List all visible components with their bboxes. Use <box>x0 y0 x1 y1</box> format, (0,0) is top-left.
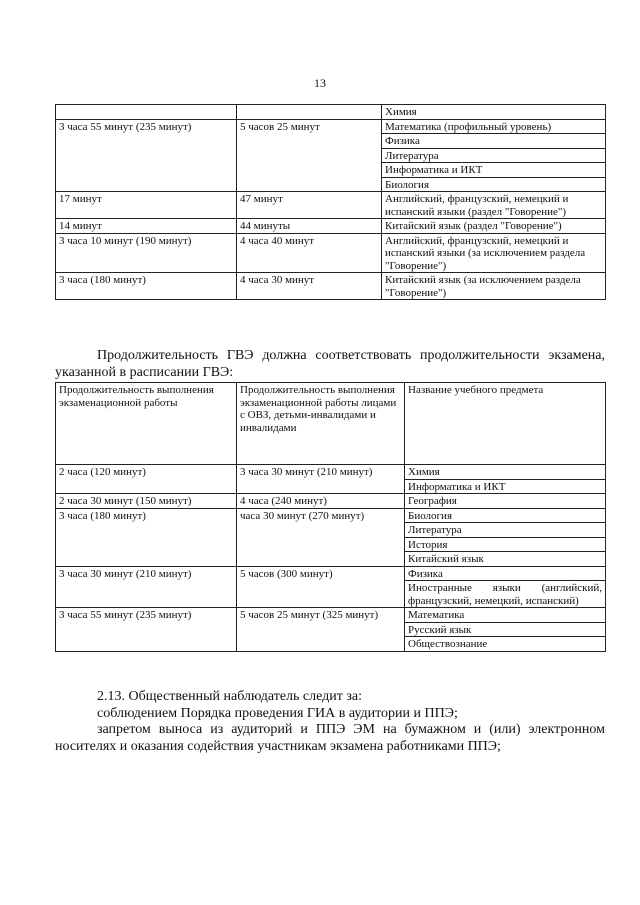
table-cell: 4 часа 30 минут <box>237 273 382 300</box>
subject-cell: Физика <box>405 566 606 581</box>
table-cell: 44 минуты <box>237 219 382 234</box>
table-row <box>56 192 606 219</box>
subject-cell: Информатика и ИКТ <box>405 479 606 494</box>
subject-cell: Английский, французский, немецкий и испанский языки (за исключением раздела "Говорение") <box>382 233 606 273</box>
table-cell: 5 часов 25 минут (325 минут) <box>237 608 405 652</box>
subject-cell: Информатика и ИКТ <box>382 163 606 178</box>
subject-cell: Иностранные языки (английский, французский, немецкий, испанский) <box>405 581 606 608</box>
table-cell: 5 часов 25 минут <box>237 119 382 192</box>
table-cell <box>237 105 382 120</box>
table-cell: 3 часа 30 минут (210 минут) <box>56 566 237 608</box>
table-row <box>56 465 606 480</box>
table-row <box>56 233 606 273</box>
table-row <box>56 508 606 523</box>
subject-cell: Химия <box>405 465 606 480</box>
column-header: Продолжительность выполнения экзаменационной работы <box>56 383 237 465</box>
table-row <box>56 273 606 300</box>
table-cell: 17 минут <box>56 192 237 219</box>
table-cell: 3 часа 30 минут (210 минут) <box>237 465 405 494</box>
subject-cell: Китайский язык <box>405 552 606 567</box>
section-heading: 2.13. Общественный наблюдатель следит за: <box>97 689 363 704</box>
table-cell: 14 минут <box>56 219 237 234</box>
column-header: Продолжительность выполнения экзаменационной работы лицами с ОВЗ, детьми-инвалидами и инвалидами <box>237 383 405 465</box>
duration-table-ege <box>55 104 606 300</box>
table-cell: 3 часа (180 минут) <box>56 273 237 300</box>
subject-cell: Английский, французский, немецкий и испанский языки (раздел "Говорение") <box>382 192 606 219</box>
subject-cell: География <box>405 494 606 509</box>
subject-cell: Обществознание <box>405 637 606 652</box>
subject-cell: Математика <box>405 608 606 623</box>
table-cell: 2 часа 30 минут (150 минут) <box>56 494 237 509</box>
subject-cell: Математика (профильный уровень) <box>382 119 606 134</box>
table-cell: часа 30 минут (270 минут) <box>237 508 405 566</box>
table-cell: 3 часа 55 минут (235 минут) <box>56 119 237 192</box>
table-cell: 5 часов (300 минут) <box>237 566 405 608</box>
subject-cell: Литература <box>382 148 606 163</box>
table-row <box>56 566 606 581</box>
table-cell: 3 часа 55 минут (235 минут) <box>56 608 237 652</box>
subject-cell: Русский язык <box>405 622 606 637</box>
subject-cell: Китайский язык (за исключением раздела "Говорение") <box>382 273 606 300</box>
table-row <box>56 105 606 120</box>
table-cell: 2 часа (120 минут) <box>56 465 237 494</box>
table-row <box>56 608 606 623</box>
subject-cell: Биология <box>405 508 606 523</box>
table-cell: 4 часа 40 минут <box>237 233 382 273</box>
subject-cell: История <box>405 537 606 552</box>
table-row <box>56 219 606 234</box>
table-cell <box>56 105 237 120</box>
table-row <box>56 119 606 134</box>
column-header: Название учебного предмета <box>405 383 606 465</box>
table-cell: 3 часа (180 минут) <box>56 508 237 566</box>
table-header-row <box>56 383 606 465</box>
subject-cell: Литература <box>405 523 606 538</box>
table-cell: 4 часа (240 минут) <box>237 494 405 509</box>
observer-section <box>55 689 605 755</box>
gve-duration-paragraph <box>55 347 605 381</box>
section-item: соблюдением Порядка проведения ГИА в аудитории и ППЭ; <box>97 705 458 721</box>
subject-cell: Китайский язык (раздел "Говорение") <box>382 219 606 234</box>
intro-text: Продолжительность ГВЭ должна соответствовать продолжительности экзамена, указанной в расписании ГВЭ: <box>55 348 605 380</box>
section-item: запретом выноса из аудиторий и ППЭ ЭМ на бумажном и (или) электронном носителях и оказания содействия участникам экзамена работниками ППЭ; <box>55 722 605 754</box>
table-cell: 47 минут <box>237 192 382 219</box>
subject-cell: Физика <box>382 134 606 149</box>
table-row <box>56 494 606 509</box>
subject-cell: Химия <box>382 105 606 120</box>
page-number: 13 <box>314 76 326 90</box>
table-cell: 3 часа 10 минут (190 минут) <box>56 233 237 273</box>
subject-cell: Биология <box>382 177 606 192</box>
duration-table-gve <box>55 382 606 652</box>
